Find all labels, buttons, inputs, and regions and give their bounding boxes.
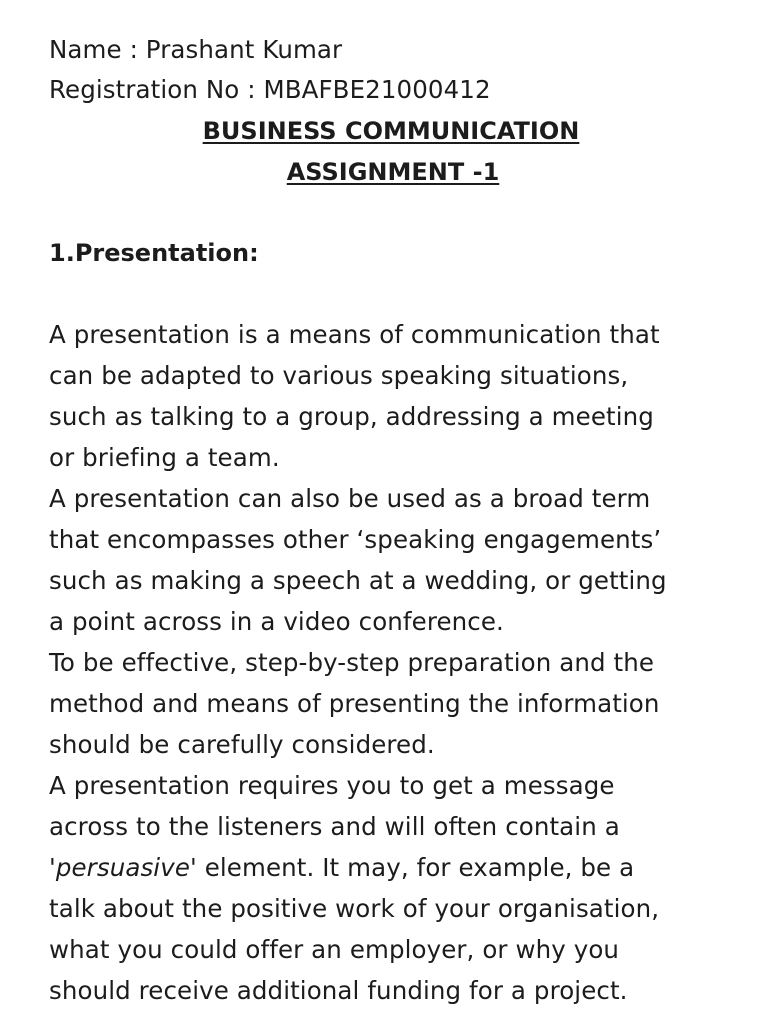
body-line: such as making a speech at a wedding, or getting [49,566,667,595]
section-heading: 1.Presentation: [49,239,259,267]
body-line: or briefing a team. [49,443,280,472]
body-line: what you could offer an employer, or why you [49,935,620,964]
body-line: A presentation is a means of communication that [49,320,660,349]
body-line: a point across in a video conference. [49,607,504,636]
body-line: method and means of presenting the information [49,689,660,718]
body-line: across to the listeners and will often contain a [49,812,620,841]
body-line: should receive additional funding for a project. [49,976,628,1005]
body-line: should be carefully considered. [49,730,435,759]
persuasive-prefix: ' [49,853,56,882]
body-line: that encompasses other ‘speaking engagements’ [49,525,662,554]
body-line: To be effective, step-by-step preparation and the [49,648,655,677]
subject-title: BUSINESS COMMUNICATION [202,117,580,145]
registration-number: Registration No : MBAFBE21000412 [49,75,491,104]
body-line: such as talking to a group, addressing a meeting [49,402,654,431]
body-line: can be adapted to various speaking situations, [49,361,629,390]
assignment-title: ASSIGNMENT -1 [286,158,500,186]
body-line: A presentation can also be used as a broad term [49,484,651,513]
student-name: Name : Prashant Kumar [49,35,343,64]
persuasive-word: persuasive [55,853,190,882]
body-line: A presentation requires you to get a message [49,771,615,800]
persuasive-suffix: ' element. It may, for example, be a [190,853,635,882]
body-line: talk about the positive work of your organisation, [49,894,660,923]
body-line-persuasive [49,853,634,883]
